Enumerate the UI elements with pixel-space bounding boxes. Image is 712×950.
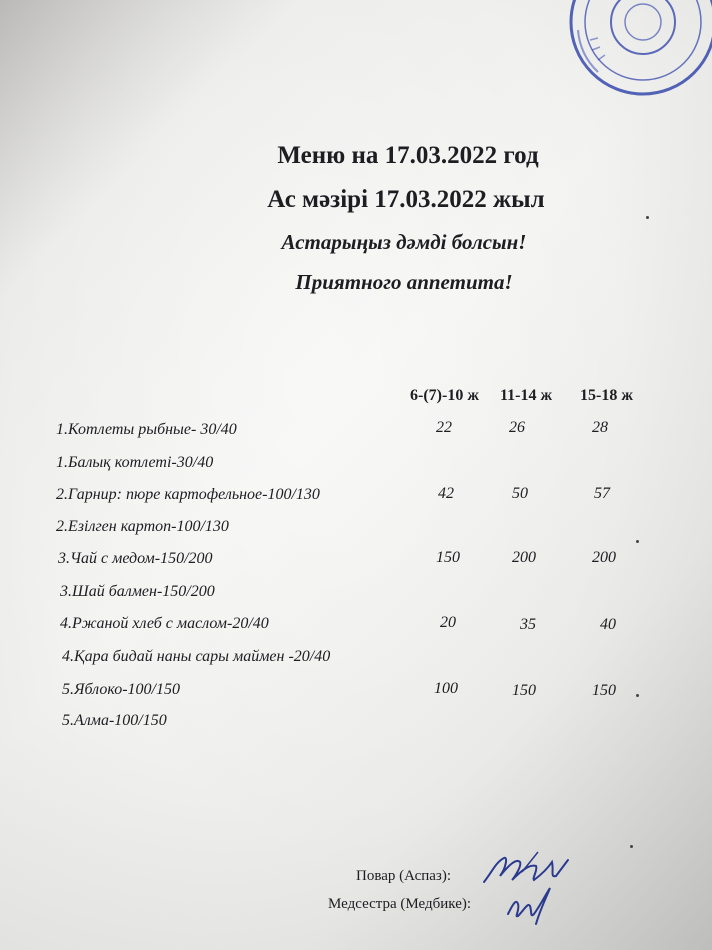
nurse-signature-icon xyxy=(500,884,560,928)
menu-item-value: 42 xyxy=(438,485,454,502)
menu-item-value: 20 xyxy=(440,614,456,631)
menu-item-value: 22 xyxy=(436,419,452,436)
menu-item-label-kz: 4.Қара бидай наны сары маймен -20/40 xyxy=(62,648,331,665)
greeting-ru: Приятного аппетита! xyxy=(295,270,513,294)
menu-item-value: 100 xyxy=(434,680,458,697)
column-header-age-6-10: 6-(7)-10 ж xyxy=(410,387,479,404)
menu-item-value: 150 xyxy=(436,549,460,566)
menu-title-kz: Ас мәзірі 17.03.2022 жыл xyxy=(267,186,545,213)
menu-item-label-ru: 4.Ржаной хлеб с маслом-20/40 xyxy=(60,615,269,632)
menu-item-label-kz: 2.Езілген картоп-100/130 xyxy=(56,518,229,535)
menu-item-value: 40 xyxy=(600,616,616,633)
menu-item-value: 28 xyxy=(592,419,608,436)
menu-item-value: 26 xyxy=(509,419,525,436)
speck xyxy=(646,216,649,219)
menu-item-value: 50 xyxy=(512,485,528,502)
menu-item-value: 200 xyxy=(592,549,616,566)
menu-item-value: 150 xyxy=(512,682,536,699)
column-header-age-15-18: 15-18 ж xyxy=(580,387,633,404)
menu-item-value: 200 xyxy=(512,549,536,566)
speck xyxy=(636,694,639,697)
menu-item-label-kz: 1.Балық котлеті-30/40 xyxy=(56,454,214,471)
greeting-kz: Астарыңыз дәмді болсын! xyxy=(281,230,527,254)
column-header-age-11-14: 11-14 ж xyxy=(500,387,553,404)
speck xyxy=(630,845,633,848)
menu-item-label-ru: 1.Котлеты рыбные- 30/40 xyxy=(56,421,237,438)
menu-item-value: 57 xyxy=(594,485,610,502)
speck xyxy=(636,540,639,543)
nurse-signature-label: Медсестра (Медбике): xyxy=(328,896,472,912)
cook-signature-label: Повар (Аспаз): xyxy=(356,868,452,884)
menu-item-value: 150 xyxy=(592,682,616,699)
menu-title-ru: Меню на 17.03.2022 год xyxy=(277,142,539,169)
menu-item-label-kz: 3.Шай балмен-150/200 xyxy=(60,583,215,600)
menu-item-label-ru: 5.Яблоко-100/150 xyxy=(62,681,180,698)
menu-item-label-ru: 3.Чай с медом-150/200 xyxy=(58,550,213,567)
menu-item-label-kz: 5.Алма-100/150 xyxy=(62,712,167,729)
menu-item-label-ru: 2.Гарнир: пюре картофельное-100/130 xyxy=(56,486,320,503)
official-stamp xyxy=(548,0,712,100)
menu-item-value: 35 xyxy=(520,616,536,633)
